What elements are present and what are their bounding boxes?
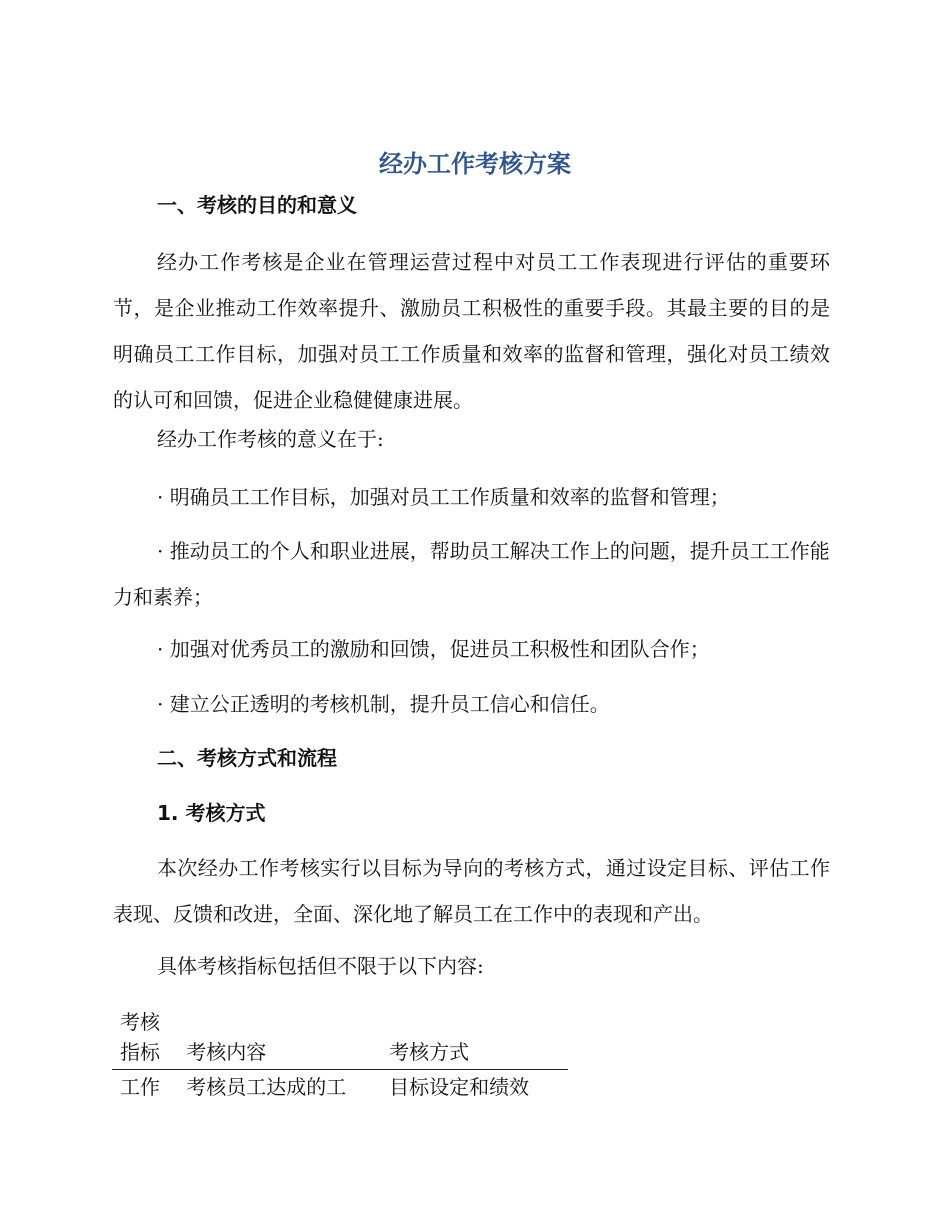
bullet-item: · 推动员工的个人和职业进展，帮助员工解决工作上的问题，提升员工工作能力和素养；: [113, 539, 830, 609]
paragraph-method: 本次经办工作考核实行以目标为导向的考核方式，通过设定目标、评估工作表现、反馈和改进，全面、深化地了解员工在工作中的表现和产出。: [113, 856, 830, 926]
bullet-item: · 建立公正透明的考核机制，提升员工信心和信任。: [157, 692, 610, 716]
table-header-cell: 考核指标: [112, 1005, 178, 1070]
bullet-item: · 明确员工工作目标，加强对员工工作质量和效率的监督和管理；: [157, 485, 730, 509]
paragraph-meaning-intro: 经办工作考核的意义在于:: [157, 427, 384, 451]
table-cell: 工作: [120, 1075, 160, 1099]
table-cell: 考核员工达成的工: [186, 1075, 347, 1099]
bullet-item: · 加强对优秀员工的激励和回馈，促进员工积极性和团队合作；: [157, 637, 710, 661]
table-row: [112, 1070, 568, 1105]
section-heading-method: 二、考核方式和流程: [157, 746, 337, 770]
table-header-cell: 考核内容: [178, 1005, 381, 1070]
table-header-cell: 考核方式: [381, 1005, 568, 1070]
table-cell: 目标设定和绩效: [389, 1075, 530, 1099]
paragraph-purpose: 经办工作考核是企业在管理运营过程中对员工工作表现进行评估的重要环节，是企业推动工作效率提升、激励员工积极性的重要手段。其最主要的目的是明确员工工作目标，加强对员工工作质量和效率的监督和管理，强化对员工绩效的认可和回馈，促进企业稳健健康进展。: [113, 250, 830, 412]
subsection-heading-method: 1. 考核方式: [157, 801, 266, 825]
metrics-table: [112, 1005, 568, 1104]
table-header-row: [112, 1005, 568, 1070]
paragraph-metrics-intro: 具体考核指标包括但不限于以下内容:: [157, 954, 484, 978]
document-title: 经办工作考核方案: [379, 150, 571, 178]
section-heading-purpose: 一、考核的目的和意义: [157, 193, 357, 217]
